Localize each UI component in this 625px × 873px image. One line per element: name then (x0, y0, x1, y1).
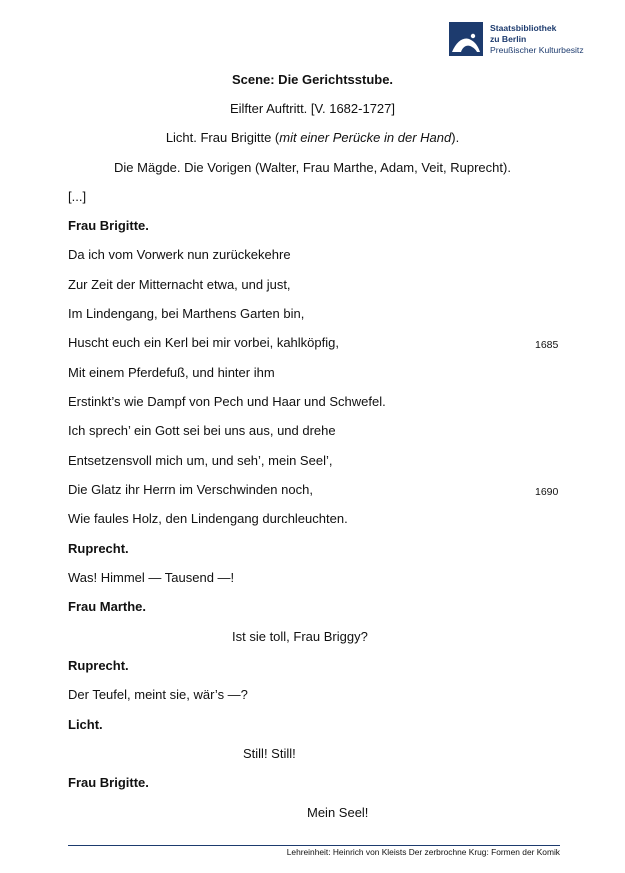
persons-list: Die Mägde. Die Vorigen (Walter, Frau Marthe, Adam, Veit, Ruprecht). (114, 160, 511, 175)
verse-line: Erstinkt’s wie Dampf von Pech und Haar und Schwefel. (68, 394, 386, 409)
verse-line: Still! Still! (243, 746, 296, 761)
verse-line: Ich sprech’ ein Gott sei bei uns aus, und drehe (68, 423, 336, 438)
logo-line-3: Preußischer Kulturbesitz (490, 45, 584, 55)
verse-line: Mein Seel! (307, 805, 369, 820)
scene-title: Scene: Die Gerichtsstube. (231, 72, 394, 87)
speaker-label: Ruprecht. (68, 658, 129, 673)
logo-line-1: Staatsbibliothek (490, 23, 557, 33)
entrance-direction (0, 130, 625, 146)
library-logo (449, 22, 599, 58)
act-heading: Eilfter Auftritt. [V. 1682-1727] (229, 101, 395, 116)
logo-line-2: zu Berlin (490, 34, 527, 44)
speaker-label: Frau Brigitte. (68, 218, 149, 233)
speaker-label: Licht. (68, 717, 103, 732)
verse-line: Wie faules Holz, den Lindengang durchleuchten. (68, 511, 348, 526)
verse-line: Im Lindengang, bei Marthens Garten bin, (68, 306, 305, 321)
entrance-italic: mit einer Perücke in der Hand (279, 130, 452, 145)
verse-line: Zur Zeit der Mitternacht etwa, und just, (68, 277, 291, 292)
footer-divider (68, 845, 560, 846)
verse-line: Die Glatz ihr Herrn im Verschwinden noch, (68, 482, 313, 497)
verse-line: Mit einem Pferdefuß, und hinter ihm (68, 365, 275, 380)
verse-line: Der Teufel, meint sie, wär’s —? (68, 687, 248, 702)
verse-line: Ist sie toll, Frau Briggy? (232, 629, 368, 644)
verse-line: Huscht euch ein Kerl bei mir vorbei, kahlköpfig, (68, 335, 339, 350)
ellipsis: [...] (68, 189, 87, 204)
speaker-label: Frau Brigitte. (68, 775, 149, 790)
entrance-text: Licht. Frau Brigitte ( (165, 130, 280, 145)
entrance-close: ). (451, 130, 460, 145)
eagle-icon (449, 22, 483, 56)
speaker-label: Ruprecht. (68, 541, 129, 556)
verse-line: Da ich vom Vorwerk nun zurückekehre (68, 247, 291, 262)
speaker-label: Frau Marthe. (68, 599, 147, 614)
line-number: 1690 (535, 486, 559, 498)
verse-line: Entsetzensvoll mich um, und seh’, mein Seel’, (68, 453, 333, 468)
library-name (490, 23, 584, 56)
verse-line: Was! Himmel — Tausend —! (68, 570, 235, 585)
footer-text: Lehreinheit: Heinrich von Kleists Der zerbrochne Krug: Formen der Komik (286, 847, 560, 857)
line-number: 1685 (535, 339, 559, 351)
